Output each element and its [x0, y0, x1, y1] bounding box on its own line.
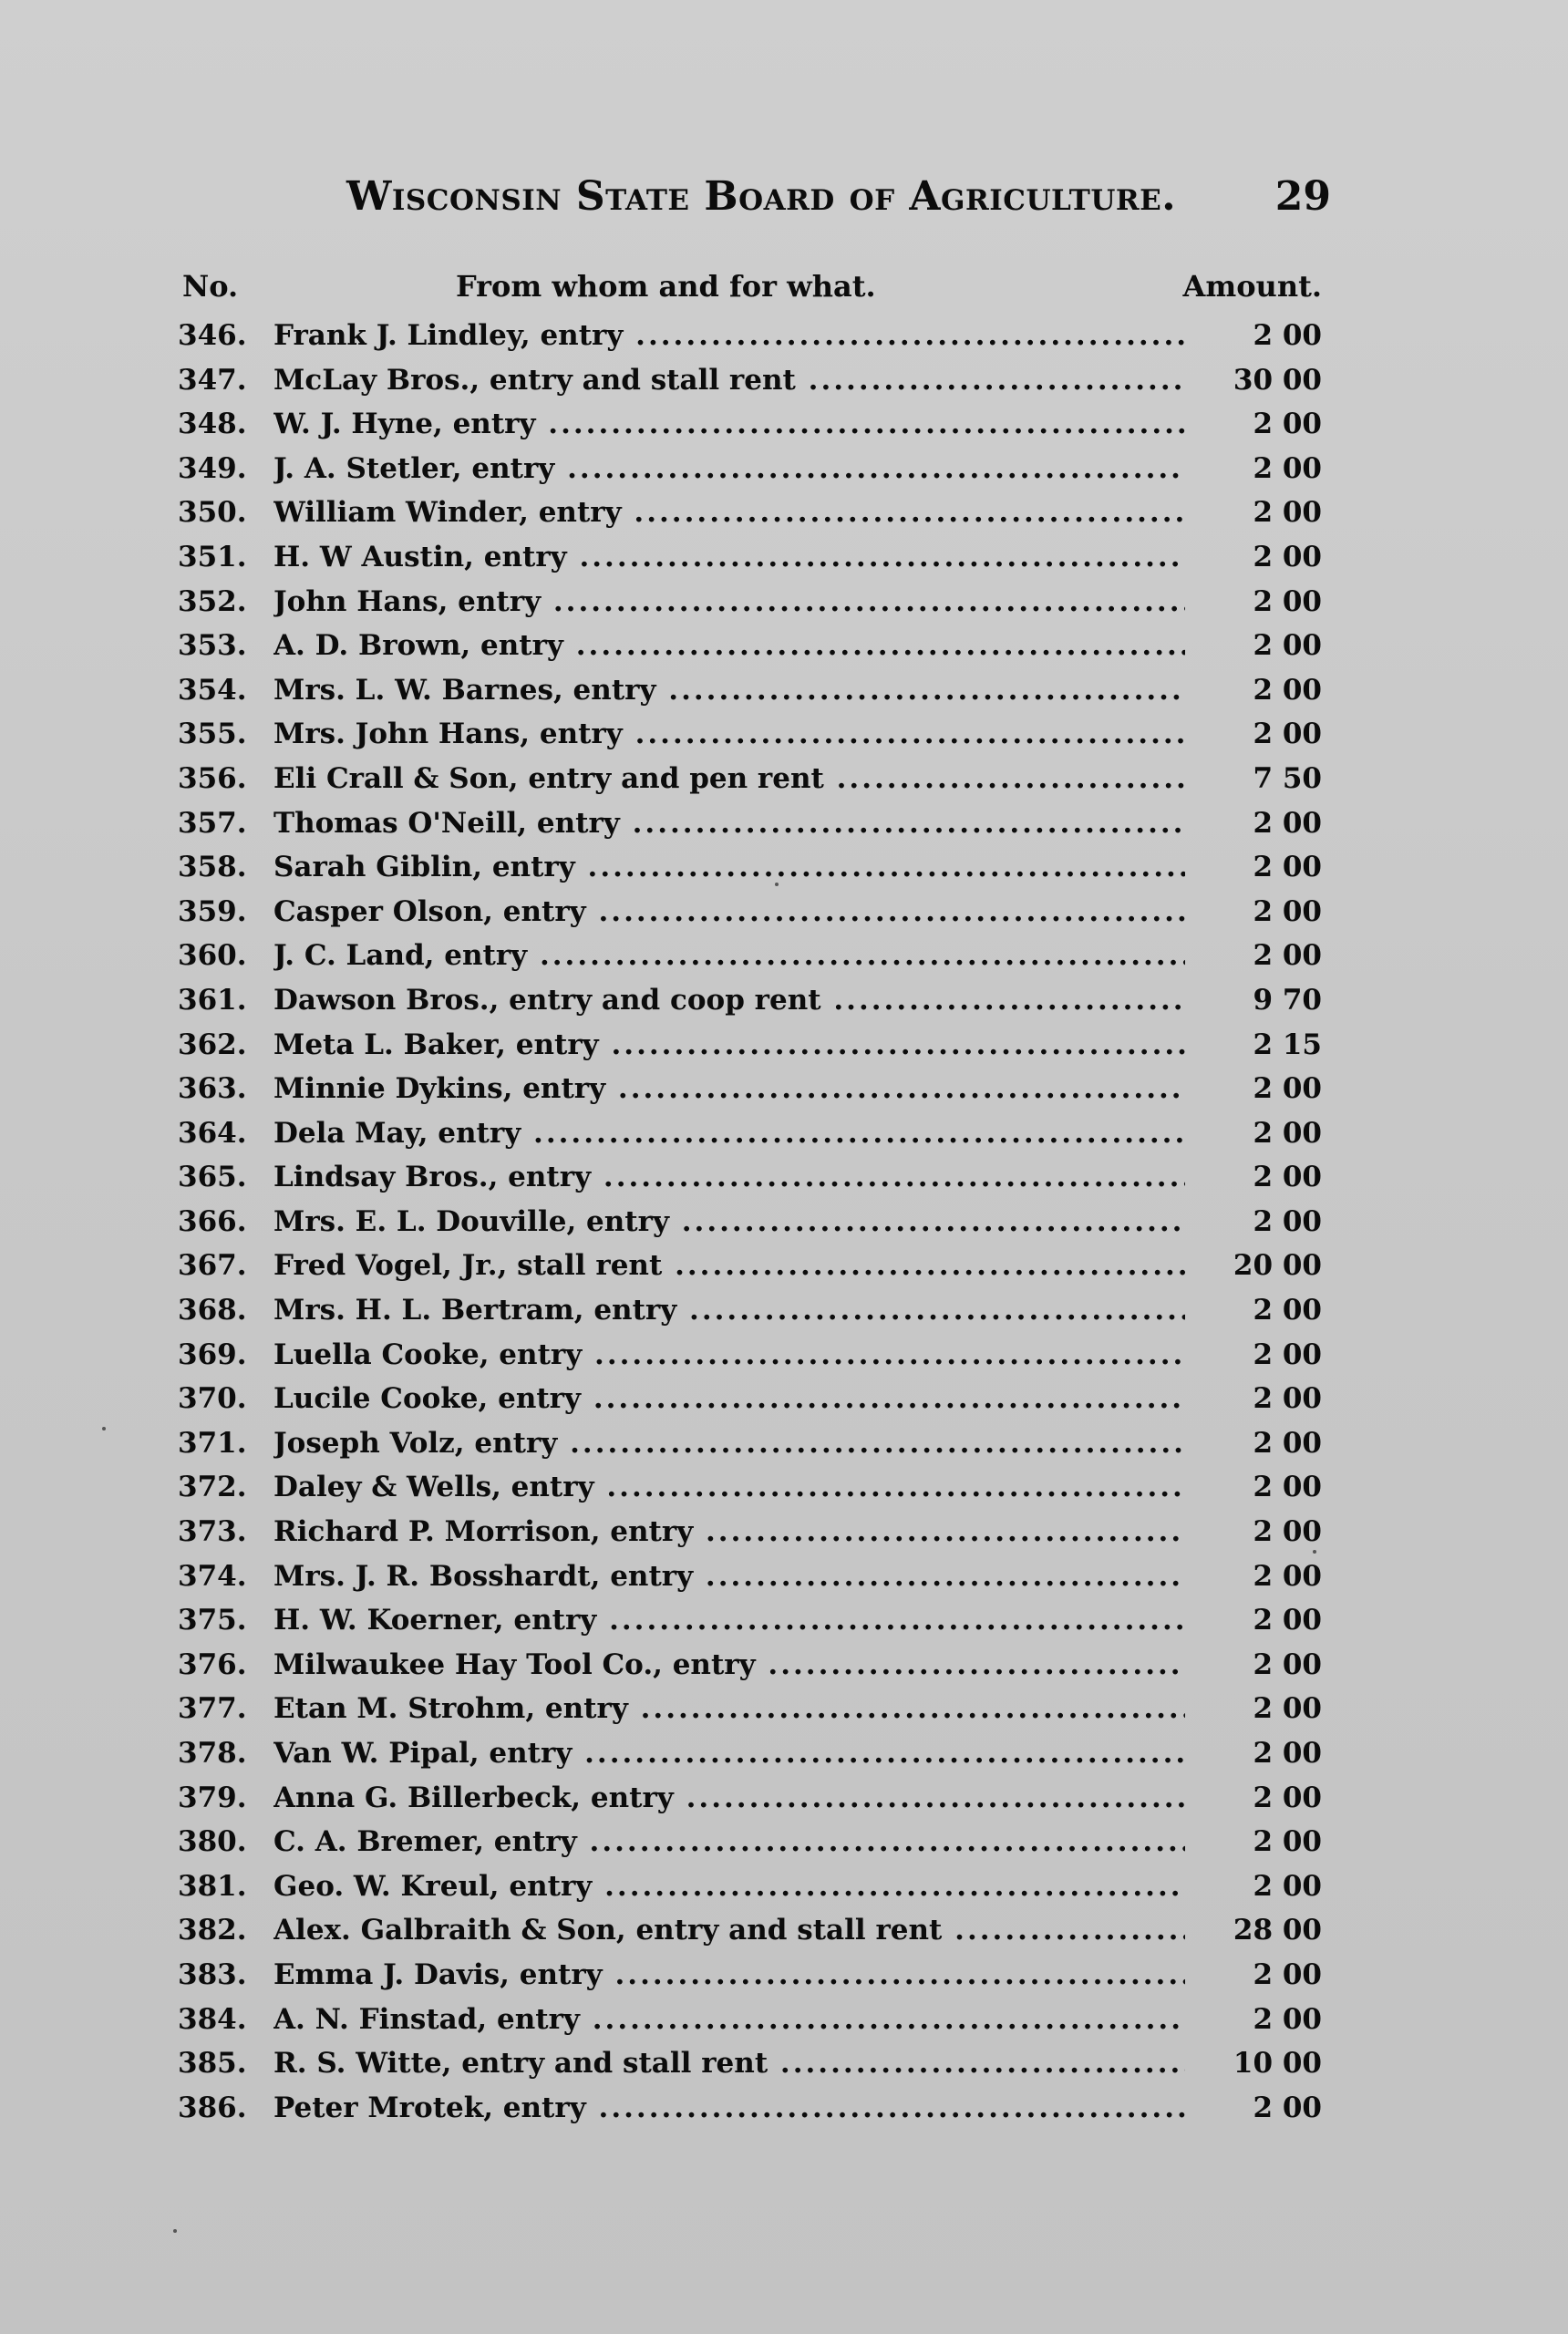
- entry-number: 350.: [178, 496, 247, 530]
- entry-number: 360.: [178, 939, 247, 973]
- entry-description: Lindsay Bros., entry .....: [273, 1159, 1185, 1195]
- list-item: [178, 539, 1322, 584]
- entry-number: 347.: [178, 363, 247, 397]
- entry-number: 366.: [178, 1204, 247, 1238]
- entry-number: 346.: [178, 319, 247, 352]
- list-item: [178, 1735, 1322, 1780]
- entry-amount: 2 00: [1253, 1294, 1322, 1327]
- list-item: [178, 1469, 1322, 1513]
- entry-description: Geo. W. Kreul, entry .....: [273, 1868, 1185, 1905]
- entry-number: 383.: [178, 1957, 247, 1991]
- column-header-amount: Amount.: [1182, 269, 1322, 304]
- entry-number: 375.: [178, 1604, 247, 1637]
- list-item: [178, 1115, 1322, 1160]
- entry-description: Mrs. L. W. Barnes, entry .....: [273, 672, 1185, 708]
- page-number: 29: [1274, 173, 1331, 220]
- entry-amount: 9 70: [1253, 983, 1322, 1017]
- entry-description: Milwaukee Hay Tool Co., entry .....: [273, 1647, 1185, 1683]
- list-item: [178, 1292, 1322, 1337]
- entry-description: Etan M. Strohm, entry .....: [273, 1690, 1185, 1727]
- list-item: [178, 672, 1322, 717]
- entry-number: 385.: [178, 2047, 247, 2081]
- entry-number: 354.: [178, 673, 247, 707]
- entry-description: J. C. Land, entry .....: [273, 937, 1185, 974]
- entry-number: 365.: [178, 1161, 247, 1194]
- entry-description: Van W. Pipal, entry .....: [273, 1735, 1185, 1771]
- entry-description: Joseph Volz, entry .....: [273, 1425, 1185, 1461]
- list-item: [178, 362, 1322, 407]
- running-head: [182, 173, 1331, 228]
- entry-description: R. S. Witte, entry and stall rent .....: [273, 2045, 1185, 2081]
- entry-number: 352.: [178, 584, 247, 618]
- page-title: Wisconsin State Board of Agriculture.: [346, 173, 1177, 220]
- entry-amount: 10 00: [1233, 2047, 1322, 2081]
- entry-number: 373.: [178, 1515, 247, 1549]
- list-item: [178, 1647, 1322, 1691]
- list-item: [178, 1513, 1322, 1558]
- entry-amount: 2 00: [1253, 2002, 1322, 2036]
- entry-amount: 2 00: [1253, 1515, 1322, 1549]
- entry-description: J. A. Stetler, entry .....: [273, 450, 1185, 487]
- list-item: [178, 1027, 1322, 1071]
- speck: [173, 2229, 177, 2233]
- entry-amount: 7 50: [1253, 761, 1322, 795]
- list-item: [178, 760, 1322, 805]
- list-item: [178, 1558, 1322, 1603]
- speck: [775, 883, 779, 886]
- entry-description: Mrs. John Hans, entry .....: [273, 716, 1185, 752]
- entry-amount: 2 00: [1253, 1692, 1322, 1726]
- entry-number: 369.: [178, 1337, 247, 1371]
- entry-number: 355.: [178, 718, 247, 751]
- list-item: [178, 2090, 1322, 2134]
- entry-amount: 2 00: [1253, 1957, 1322, 1991]
- entry-amount: 2 00: [1253, 1426, 1322, 1460]
- entry-amount: 2 00: [1253, 673, 1322, 707]
- entry-amount: 2 00: [1253, 451, 1322, 485]
- entry-description: A. N. Finstad, entry .....: [273, 2001, 1185, 2038]
- list-item: [178, 1690, 1322, 1735]
- entry-amount: 2 00: [1253, 939, 1322, 973]
- entry-amount: 2 00: [1253, 1737, 1322, 1770]
- entry-amount: 2 00: [1253, 1869, 1322, 1903]
- entry-description: McLay Bros., entry and stall rent .....: [273, 362, 1185, 398]
- entry-description: Mrs. J. R. Bosshardt, entry .....: [273, 1558, 1185, 1595]
- column-header-description: From whom and for what.: [456, 269, 876, 304]
- entry-description: Peter Mrotek, entry .....: [273, 2090, 1185, 2126]
- entry-amount: 2 00: [1253, 1204, 1322, 1238]
- entry-description: C. A. Bremer, entry .....: [273, 1823, 1185, 1860]
- entry-number: 363.: [178, 1072, 247, 1106]
- entry-amount: 2 00: [1253, 1825, 1322, 1859]
- list-item: [178, 627, 1322, 672]
- entry-amount: 2 00: [1253, 1382, 1322, 1416]
- entry-number: 349.: [178, 451, 247, 485]
- entry-description: Emma J. Davis, entry .....: [273, 1957, 1185, 1993]
- entry-description: Mrs. E. L. Douville, entry .....: [273, 1203, 1185, 1240]
- entry-number: 376.: [178, 1647, 247, 1681]
- entry-amount: 2 00: [1253, 851, 1322, 884]
- entry-description: Daley & Wells, entry .....: [273, 1469, 1185, 1505]
- list-item: [178, 849, 1322, 893]
- entry-description: Eli Crall & Son, entry and pen rent .....: [273, 760, 1185, 797]
- entry-amount: 28 00: [1233, 1914, 1322, 1947]
- entry-number: 374.: [178, 1559, 247, 1593]
- entry-number: 358.: [178, 851, 247, 884]
- entry-description: H. W Austin, entry .....: [273, 539, 1185, 575]
- list-item: [178, 1247, 1322, 1292]
- entry-description: Anna G. Billerbeck, entry .....: [273, 1780, 1185, 1816]
- list-item: [178, 982, 1322, 1027]
- entry-description: Meta L. Baker, entry .....: [273, 1027, 1185, 1063]
- entry-amount: 2 15: [1253, 1028, 1322, 1061]
- list-item: [178, 1337, 1322, 1381]
- list-item: [178, 716, 1322, 760]
- entry-number: 380.: [178, 1825, 247, 1859]
- list-item: [178, 2001, 1322, 2046]
- list-item: [178, 1868, 1322, 1913]
- entry-number: 348.: [178, 408, 247, 441]
- entry-description: William Winder, entry .....: [273, 494, 1185, 531]
- entry-description: Dela May, entry .....: [273, 1115, 1185, 1152]
- entry-description: A. D. Brown, entry .....: [273, 627, 1185, 664]
- entry-amount: 20 00: [1233, 1249, 1322, 1283]
- entry-amount: 2 00: [1253, 1072, 1322, 1106]
- list-item: [178, 1602, 1322, 1647]
- list-item: [178, 1070, 1322, 1115]
- entry-number: 372.: [178, 1471, 247, 1504]
- list-item: [178, 2045, 1322, 2090]
- entry-description: Casper Olson, entry .....: [273, 893, 1185, 930]
- list-item: [178, 893, 1322, 938]
- entry-number: 377.: [178, 1692, 247, 1726]
- entry-amount: 2 00: [1253, 1337, 1322, 1371]
- list-item: [178, 1425, 1322, 1470]
- entry-amount: 2 00: [1253, 540, 1322, 573]
- entry-amount: 2 00: [1253, 1559, 1322, 1593]
- column-headers: [182, 269, 1322, 305]
- entry-amount: 2 00: [1253, 894, 1322, 928]
- entry-list: [178, 317, 1322, 2133]
- entry-amount: 2 00: [1253, 629, 1322, 663]
- entry-number: 356.: [178, 761, 247, 795]
- entry-description: John Hans, entry .....: [273, 584, 1185, 620]
- list-item: [178, 1823, 1322, 1868]
- list-item: [178, 1203, 1322, 1248]
- entry-description: Sarah Giblin, entry .....: [273, 849, 1185, 885]
- entry-description: W. J. Hyne, entry .....: [273, 406, 1185, 442]
- list-item: [178, 494, 1322, 539]
- entry-number: 367.: [178, 1249, 247, 1283]
- entry-amount: 2 00: [1253, 496, 1322, 530]
- entry-number: 379.: [178, 1781, 247, 1814]
- list-item: [178, 317, 1322, 362]
- entry-number: 368.: [178, 1294, 247, 1327]
- entry-description: Dawson Bros., entry and coop rent .....: [273, 982, 1185, 1018]
- entry-number: 371.: [178, 1426, 247, 1460]
- entry-number: 378.: [178, 1737, 247, 1770]
- list-item: [178, 584, 1322, 628]
- entry-description: Richard P. Morrison, entry .....: [273, 1513, 1185, 1550]
- entry-description: Mrs. H. L. Bertram, entry .....: [273, 1292, 1185, 1328]
- list-item: [178, 406, 1322, 450]
- list-item: [178, 1957, 1322, 2001]
- entry-number: 381.: [178, 1869, 247, 1903]
- entry-description: Thomas O'Neill, entry .....: [273, 805, 1185, 842]
- entry-number: 351.: [178, 540, 247, 573]
- entry-description: Luella Cooke, entry .....: [273, 1337, 1185, 1373]
- entry-amount: 2 00: [1253, 1604, 1322, 1637]
- entry-number: 353.: [178, 629, 247, 663]
- list-item: [178, 937, 1322, 982]
- entry-amount: 2 00: [1253, 319, 1322, 352]
- entry-description: Lucile Cooke, entry .....: [273, 1380, 1185, 1417]
- entry-amount: 2 00: [1253, 408, 1322, 441]
- entry-number: 361.: [178, 983, 247, 1017]
- entry-amount: 2 00: [1253, 1781, 1322, 1814]
- entry-number: 382.: [178, 1914, 247, 1947]
- column-header-no: No.: [182, 269, 239, 304]
- entry-description: Minnie Dykins, entry .....: [273, 1070, 1185, 1107]
- entry-number: 386.: [178, 2091, 247, 2124]
- entry-number: 384.: [178, 2002, 247, 2036]
- entry-amount: 2 00: [1253, 1471, 1322, 1504]
- entry-amount: 2 00: [1253, 718, 1322, 751]
- list-item: [178, 805, 1322, 850]
- entry-number: 362.: [178, 1028, 247, 1061]
- entry-number: 370.: [178, 1382, 247, 1416]
- list-item: [178, 1159, 1322, 1203]
- entry-amount: 30 00: [1233, 363, 1322, 397]
- entry-description: H. W. Koerner, entry .....: [273, 1602, 1185, 1638]
- entry-amount: 2 00: [1253, 584, 1322, 618]
- entry-amount: 2 00: [1253, 1116, 1322, 1150]
- entry-number: 357.: [178, 806, 247, 840]
- entry-description: Alex. Galbraith & Son, entry and stall rent .....: [273, 1912, 1185, 1948]
- list-item: [178, 1780, 1322, 1824]
- list-item: [178, 1912, 1322, 1957]
- entry-amount: 2 00: [1253, 2091, 1322, 2124]
- list-item: [178, 450, 1322, 495]
- speck: [102, 1427, 106, 1430]
- entry-description: Fred Vogel, Jr., stall rent .....: [273, 1247, 1185, 1284]
- list-item: [178, 1380, 1322, 1425]
- entry-amount: 2 00: [1253, 806, 1322, 840]
- entry-number: 359.: [178, 894, 247, 928]
- entry-description: Frank J. Lindley, entry .....: [273, 317, 1185, 354]
- entry-amount: 2 00: [1253, 1161, 1322, 1194]
- entry-amount: 2 00: [1253, 1647, 1322, 1681]
- speck: [1313, 1550, 1316, 1554]
- entry-number: 364.: [178, 1116, 247, 1150]
